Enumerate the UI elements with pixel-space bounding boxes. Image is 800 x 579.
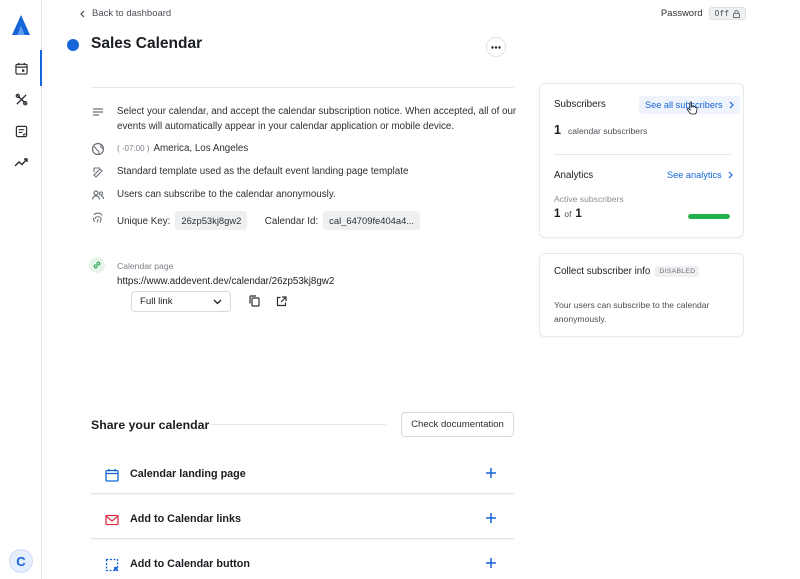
keys-row [91, 209, 415, 227]
password-setting [661, 7, 746, 20]
accordion-label: Add to Calendar links [130, 513, 241, 525]
template-text: Standard template used as the default event landing page template [117, 166, 409, 177]
fingerprint-icon [91, 210, 105, 224]
plus-icon[interactable] [485, 512, 497, 524]
active-subscribers-progress [688, 214, 730, 219]
unique-key-value[interactable]: 26zp53kj8gw2 [175, 211, 247, 230]
header-divider [91, 87, 514, 88]
back-to-dashboard-link[interactable] [80, 8, 171, 19]
open-link-button[interactable] [273, 293, 289, 309]
calendar-page-url[interactable]: https://www.addevent.dev/calendar/26zp53kj8gw2 [117, 276, 335, 287]
dashed-square-icon [105, 558, 119, 572]
analytics-heading: Analytics [554, 170, 594, 181]
active-total: 1 [575, 208, 582, 220]
timezone-row [91, 141, 249, 156]
plus-icon[interactable] [485, 557, 497, 569]
template-row [91, 164, 409, 179]
sidebar-tools-nav[interactable] [0, 87, 42, 111]
see-all-subscribers-label: See all subscribers [645, 100, 723, 110]
link-type-select[interactable] [131, 291, 231, 312]
accordion-add-to-calendar-links[interactable] [91, 501, 514, 539]
share-divider [210, 424, 386, 425]
accordion-label: Calendar landing page [130, 468, 246, 480]
lock-icon [733, 10, 740, 18]
subscribers-heading: Subscribers [554, 99, 606, 110]
calendar-id-label: Calendar Id: [264, 216, 319, 227]
globe-icon [91, 142, 105, 156]
active-count: 1 [554, 208, 561, 220]
subscribe-mode-text: Users can subscribe to the calendar anonymously. [117, 189, 336, 200]
more-horizontal-icon [491, 46, 501, 49]
copy-icon [249, 295, 260, 307]
subscriber-count-value: 1 [554, 123, 561, 137]
check-documentation-button[interactable]: Check documentation [401, 412, 514, 437]
user-avatar[interactable]: C [9, 549, 33, 573]
card-divider [554, 154, 731, 155]
trend-icon [14, 156, 28, 168]
calendar-icon [15, 62, 28, 75]
mail-icon [105, 513, 119, 527]
template-icon [91, 165, 105, 179]
calendar-id-value[interactable]: cal_64709fe404a4... [323, 211, 420, 230]
see-analytics-link[interactable] [667, 170, 733, 180]
timezone-name: America, Los Angeles [153, 143, 249, 154]
collect-subscriber-info-card [539, 253, 744, 337]
sidebar-active-indicator [40, 50, 42, 86]
tools-icon [15, 93, 28, 106]
collect-heading: Collect subscriber info [554, 266, 651, 277]
text-lines-icon [91, 105, 105, 119]
description-row [91, 104, 517, 132]
sidebar-analytics-nav[interactable] [0, 150, 42, 174]
subscriber-count-label: calendar subscribers [567, 126, 648, 136]
link-icon [89, 257, 105, 273]
chevron-down-icon [213, 299, 222, 305]
back-label: Back to dashboard [92, 8, 172, 19]
description-line-1: Select your calendar, and accept the calendar subscription notice. When accepted, all of our [117, 106, 517, 117]
calendar-page-label: Calendar page [117, 261, 174, 271]
active-of: of [564, 209, 572, 219]
password-toggle-state: Off [714, 9, 729, 18]
sidebar-calendar-nav[interactable] [0, 56, 42, 80]
subscriber-count [554, 123, 647, 137]
password-toggle[interactable] [709, 7, 746, 20]
users-icon [91, 188, 105, 202]
description-text [117, 104, 516, 134]
external-link-icon [276, 296, 287, 307]
description-line-2: events will automatically appear in your calendar application or mobile device. [117, 121, 455, 132]
sidebar-list-nav[interactable] [0, 119, 42, 143]
share-calendar-heading: Share your calendar [91, 418, 210, 432]
chevron-left-icon [80, 10, 85, 18]
calendar-icon [105, 468, 119, 482]
accordion-label: Add to Calendar button [130, 558, 250, 570]
active-subscribers-progress-fill [688, 214, 730, 219]
page-title: Sales Calendar [91, 35, 203, 52]
unique-key-label: Unique Key: [117, 216, 171, 227]
status-badge: DISABLED [655, 266, 699, 277]
more-options-button[interactable] [486, 37, 506, 57]
hand-cursor-icon [686, 101, 698, 115]
active-subscribers-label: Active subscribers [554, 194, 624, 204]
accordion-add-to-calendar-button[interactable] [91, 546, 514, 579]
password-label: Password [660, 8, 703, 19]
collect-body-line-1: Your users can subscribe to the calendar [554, 300, 710, 310]
plus-icon[interactable] [485, 467, 497, 479]
subscribe-mode-row [91, 187, 336, 202]
collect-body-line-2: anonymously. [554, 314, 607, 324]
see-analytics-label: See analytics [667, 170, 722, 180]
sidebar-rail [0, 0, 42, 579]
chevron-right-icon [728, 171, 733, 179]
link-type-value: Full link [140, 296, 173, 307]
addevent-logo-icon[interactable] [10, 14, 32, 36]
timezone-offset: ( -07:00 ) [117, 144, 150, 153]
active-subscribers-ratio [554, 208, 582, 220]
collect-heading-row [554, 266, 699, 277]
copy-link-button[interactable] [246, 293, 262, 309]
calendar-color-dot [67, 39, 79, 51]
subscribers-card [539, 83, 744, 238]
checklist-icon [15, 125, 28, 138]
collect-body [554, 298, 709, 326]
chevron-right-icon [729, 101, 734, 109]
accordion-calendar-landing-page[interactable] [91, 456, 514, 494]
